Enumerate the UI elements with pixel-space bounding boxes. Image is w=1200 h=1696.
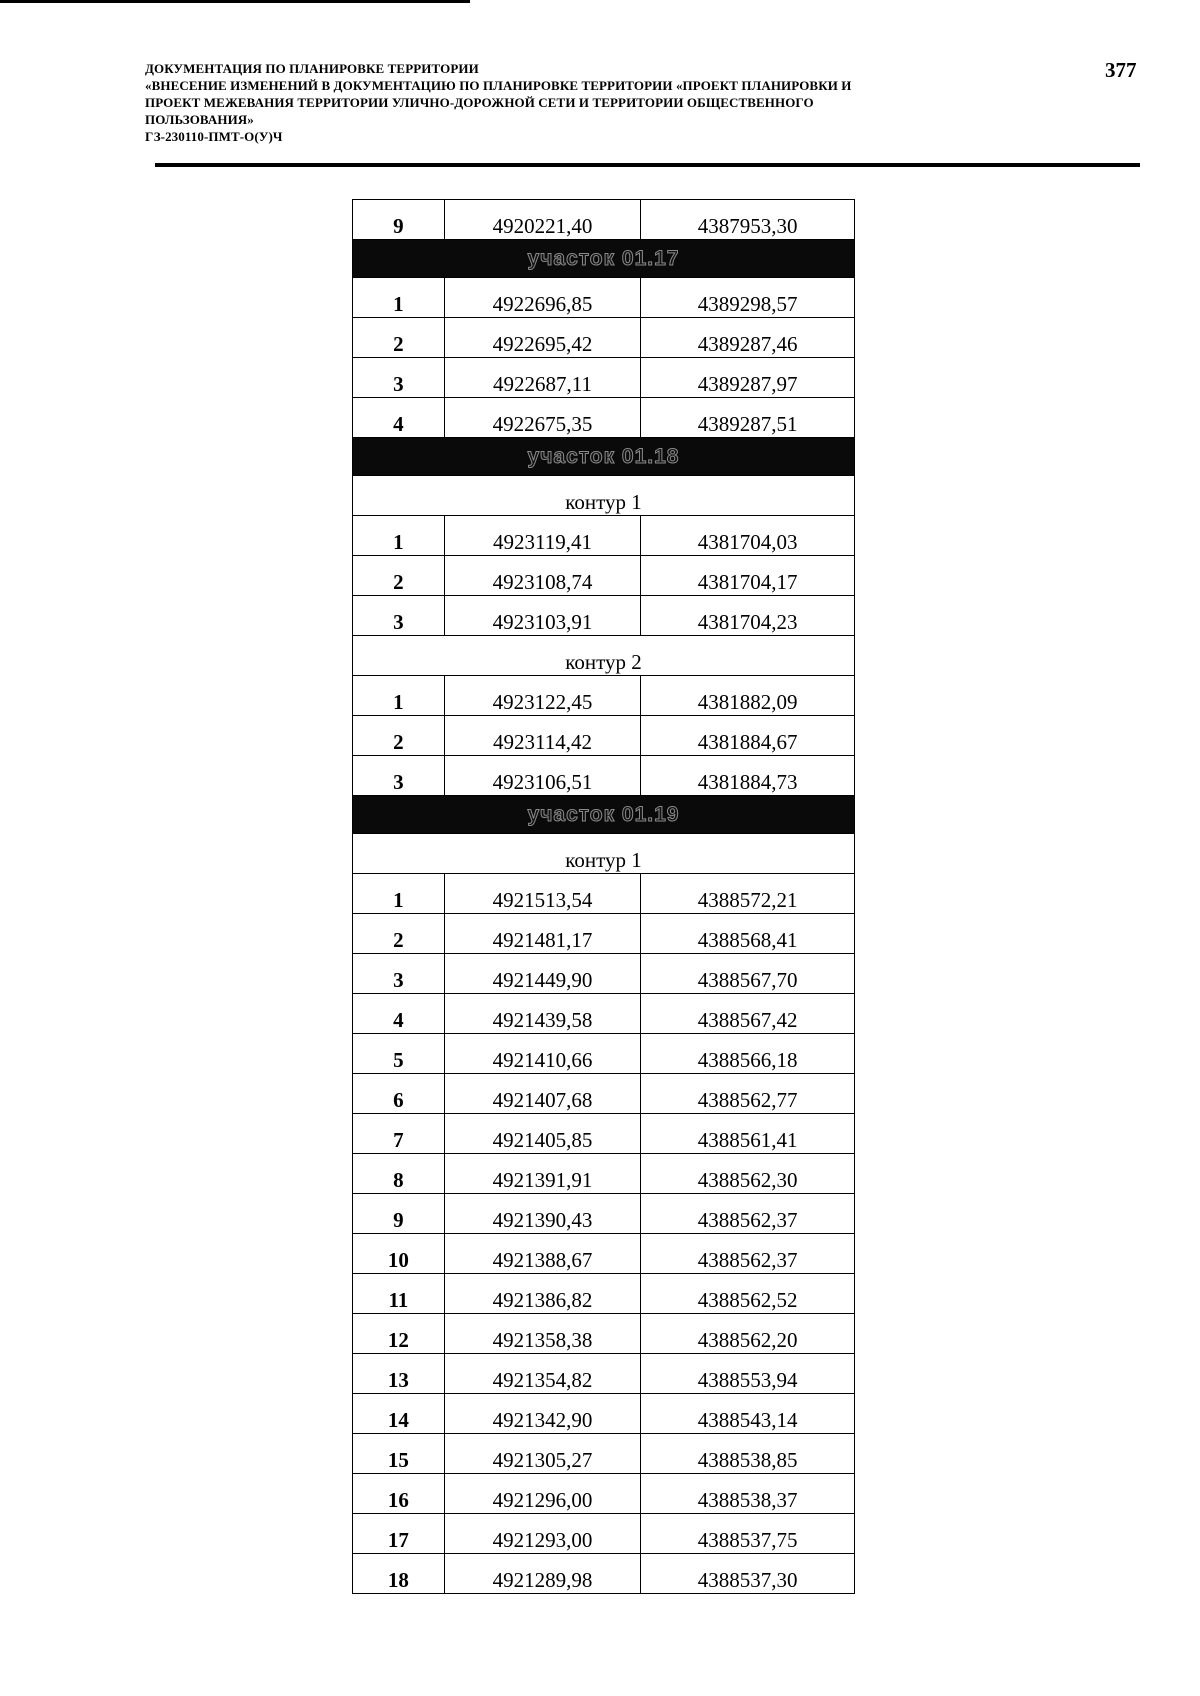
table-row: [353, 1234, 855, 1274]
y-coordinate: 4388562,77: [641, 1074, 855, 1114]
point-number: 4: [353, 398, 445, 438]
table-row: [353, 516, 855, 556]
table-row: [353, 756, 855, 796]
section-label: участок 01.17: [527, 247, 680, 270]
x-coordinate: 4921439,58: [444, 994, 641, 1034]
point-number: 2: [353, 556, 445, 596]
point-number: 1: [353, 278, 445, 318]
header-line: «ВНЕСЕНИЕ ИЗМЕНЕНИЙ В ДОКУМЕНТАЦИЮ ПО ПЛАНИРОВКЕ ТЕРРИТОРИИ «ПРОЕКТ ПЛАНИРОВКИ И: [145, 78, 852, 93]
y-coordinate: 4388538,85: [641, 1434, 855, 1474]
x-coordinate: 4920221,40: [444, 200, 641, 240]
x-coordinate: 4923108,74: [444, 556, 641, 596]
table-row: [353, 1074, 855, 1114]
table-row: [353, 1354, 855, 1394]
y-coordinate: 4381882,09: [641, 676, 855, 716]
document-code: ГЗ-230110-ПМТ-О(У)Ч: [145, 129, 283, 144]
x-coordinate: 4921358,38: [444, 1314, 641, 1354]
x-coordinate: 4923103,91: [444, 596, 641, 636]
section-header-cell: [353, 438, 855, 476]
y-coordinate: 4388561,41: [641, 1114, 855, 1154]
point-number: 1: [353, 516, 445, 556]
point-number: 14: [353, 1394, 445, 1434]
contour-row: [353, 476, 855, 516]
page-number: 377: [1105, 58, 1137, 82]
section-header-row: [353, 438, 855, 476]
contour-row: [353, 834, 855, 874]
point-number: 3: [353, 756, 445, 796]
table-row: [353, 200, 855, 240]
x-coordinate: 4921354,82: [444, 1354, 641, 1394]
x-coordinate: 4922675,35: [444, 398, 641, 438]
table-row: [353, 914, 855, 954]
x-coordinate: 4921513,54: [444, 874, 641, 914]
y-coordinate: 4388567,70: [641, 954, 855, 994]
contour-label: контур 1: [353, 834, 855, 874]
y-coordinate: 4381884,67: [641, 716, 855, 756]
x-coordinate: 4921410,66: [444, 1034, 641, 1074]
table-row: [353, 1194, 855, 1234]
point-number: 9: [353, 1194, 445, 1234]
point-number: 8: [353, 1154, 445, 1194]
section-label: участок 01.18: [527, 445, 680, 468]
contour-label: контур 1: [353, 476, 855, 516]
x-coordinate: 4921405,85: [444, 1114, 641, 1154]
table-row: [353, 556, 855, 596]
section-header-row: [353, 240, 855, 278]
x-coordinate: 4922696,85: [444, 278, 641, 318]
y-coordinate: 4388562,37: [641, 1194, 855, 1234]
y-coordinate: 4388537,75: [641, 1514, 855, 1554]
table-row: [353, 1314, 855, 1354]
table-row: [353, 716, 855, 756]
y-coordinate: 4388567,42: [641, 994, 855, 1034]
y-coordinate: 4388562,30: [641, 1154, 855, 1194]
x-coordinate: 4923119,41: [444, 516, 641, 556]
x-coordinate: 4922695,42: [444, 318, 641, 358]
table-row: [353, 1394, 855, 1434]
table-row: [353, 318, 855, 358]
table-row: [353, 1554, 855, 1594]
point-number: 17: [353, 1514, 445, 1554]
x-coordinate: 4921296,00: [444, 1474, 641, 1514]
x-coordinate: 4921449,90: [444, 954, 641, 994]
x-coordinate: 4921481,17: [444, 914, 641, 954]
table-row: [353, 1514, 855, 1554]
x-coordinate: 4921386,82: [444, 1274, 641, 1314]
table-row: [353, 874, 855, 914]
point-number: 3: [353, 358, 445, 398]
x-coordinate: 4923122,45: [444, 676, 641, 716]
table-row: [353, 1154, 855, 1194]
point-number: 1: [353, 874, 445, 914]
point-number: 9: [353, 200, 445, 240]
x-coordinate: 4921289,98: [444, 1554, 641, 1594]
point-number: 2: [353, 318, 445, 358]
y-coordinate: 4389287,46: [641, 318, 855, 358]
y-coordinate: 4388562,37: [641, 1234, 855, 1274]
table-row: [353, 1114, 855, 1154]
table-row: [353, 676, 855, 716]
point-number: 18: [353, 1554, 445, 1594]
y-coordinate: 4388572,21: [641, 874, 855, 914]
top-rule: [0, 0, 470, 3]
x-coordinate: 4922687,11: [444, 358, 641, 398]
point-number: 16: [353, 1474, 445, 1514]
table-row: [353, 954, 855, 994]
x-coordinate: 4921388,67: [444, 1234, 641, 1274]
coordinates-table: [352, 199, 855, 1594]
document-header: [145, 60, 1065, 145]
header-line: ПРОЕКТ МЕЖЕВАНИЯ ТЕРРИТОРИИ УЛИЧНО-ДОРОЖНОЙ СЕТИ И ТЕРРИТОРИИ ОБЩЕСТВЕННОГО: [145, 95, 814, 110]
header-line: ПОЛЬЗОВАНИЯ»: [145, 112, 254, 127]
point-number: 2: [353, 914, 445, 954]
table-row: [353, 1034, 855, 1074]
x-coordinate: 4923106,51: [444, 756, 641, 796]
y-coordinate: 4381884,73: [641, 756, 855, 796]
table-row: [353, 278, 855, 318]
y-coordinate: 4381704,23: [641, 596, 855, 636]
y-coordinate: 4389287,97: [641, 358, 855, 398]
section-label: участок 01.19: [527, 803, 680, 826]
x-coordinate: 4921407,68: [444, 1074, 641, 1114]
point-number: 5: [353, 1034, 445, 1074]
table-row: [353, 1274, 855, 1314]
point-number: 3: [353, 954, 445, 994]
contour-label: контур 2: [353, 636, 855, 676]
section-header-row: [353, 796, 855, 834]
y-coordinate: 4389287,51: [641, 398, 855, 438]
x-coordinate: 4921342,90: [444, 1394, 641, 1434]
x-coordinate: 4921305,27: [444, 1434, 641, 1474]
x-coordinate: 4921293,00: [444, 1514, 641, 1554]
coordinates-table-body: [353, 200, 855, 1594]
point-number: 12: [353, 1314, 445, 1354]
y-coordinate: 4388568,41: [641, 914, 855, 954]
point-number: 2: [353, 716, 445, 756]
header-line: ДОКУМЕНТАЦИЯ ПО ПЛАНИРОВКЕ ТЕРРИТОРИИ: [145, 61, 479, 76]
table-row: [353, 596, 855, 636]
contour-row: [353, 636, 855, 676]
y-coordinate: 4381704,17: [641, 556, 855, 596]
point-number: 10: [353, 1234, 445, 1274]
point-number: 15: [353, 1434, 445, 1474]
y-coordinate: 4381704,03: [641, 516, 855, 556]
point-number: 3: [353, 596, 445, 636]
table-row: [353, 994, 855, 1034]
y-coordinate: 4389298,57: [641, 278, 855, 318]
y-coordinate: 4388562,52: [641, 1274, 855, 1314]
y-coordinate: 4388538,37: [641, 1474, 855, 1514]
point-number: 13: [353, 1354, 445, 1394]
x-coordinate: 4921390,43: [444, 1194, 641, 1234]
point-number: 1: [353, 676, 445, 716]
point-number: 7: [353, 1114, 445, 1154]
table-row: [353, 398, 855, 438]
y-coordinate: 4388537,30: [641, 1554, 855, 1594]
point-number: 6: [353, 1074, 445, 1114]
table-row: [353, 358, 855, 398]
point-number: 4: [353, 994, 445, 1034]
y-coordinate: 4388562,20: [641, 1314, 855, 1354]
header-rule: [155, 163, 1140, 167]
section-header-cell: [353, 240, 855, 278]
y-coordinate: 4387953,30: [641, 200, 855, 240]
x-coordinate: 4921391,91: [444, 1154, 641, 1194]
table-row: [353, 1434, 855, 1474]
point-number: 11: [353, 1274, 445, 1314]
y-coordinate: 4388566,18: [641, 1034, 855, 1074]
section-header-cell: [353, 796, 855, 834]
table-row: [353, 1474, 855, 1514]
y-coordinate: 4388553,94: [641, 1354, 855, 1394]
y-coordinate: 4388543,14: [641, 1394, 855, 1434]
x-coordinate: 4923114,42: [444, 716, 641, 756]
